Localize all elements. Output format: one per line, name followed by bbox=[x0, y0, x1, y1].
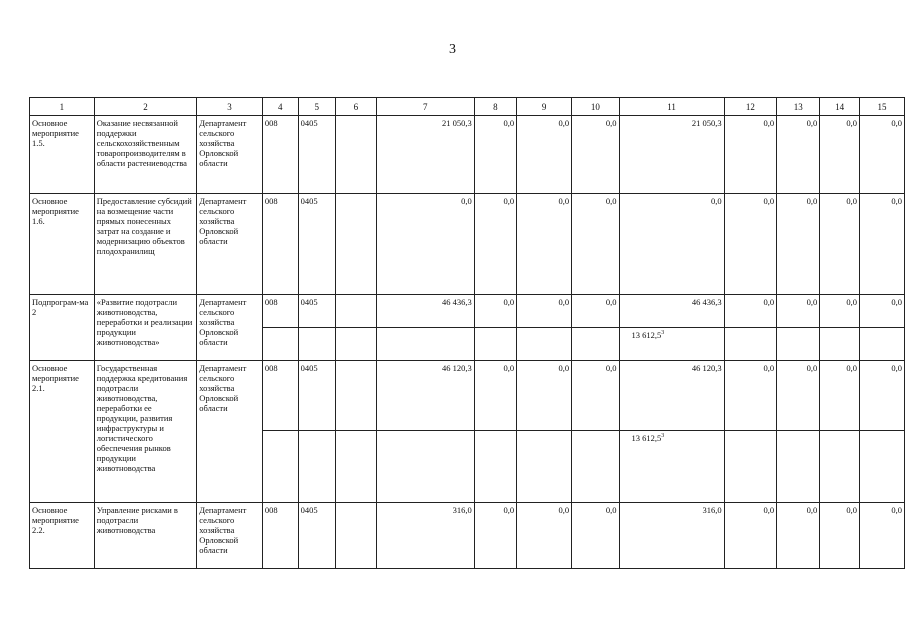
budget-table bbox=[29, 97, 905, 569]
value-cell bbox=[335, 361, 376, 431]
rzpr-cell: 0405 bbox=[298, 295, 335, 328]
column-header: 7 bbox=[376, 98, 474, 116]
column-header: 3 bbox=[197, 98, 263, 116]
status-cell: Основное мероприятие 2.2. bbox=[30, 503, 95, 569]
rzpr-cell: 0405 bbox=[298, 194, 335, 295]
value-cell: 0,0 bbox=[724, 361, 777, 431]
executor-cell: Департамент сельского хозяйства Орловской области bbox=[197, 194, 263, 295]
value-cell: 0,0 bbox=[517, 503, 572, 569]
value-cell: 0,0 bbox=[777, 295, 820, 328]
value-cell: 0,0 bbox=[572, 116, 619, 194]
value-cell: 0,0 bbox=[517, 361, 572, 431]
page-number: 3 bbox=[449, 42, 456, 57]
grbs-cell: 008 bbox=[262, 503, 298, 569]
executor-cell: Департамент сельского хозяйства Орловской области bbox=[197, 361, 263, 503]
column-header: 14 bbox=[820, 98, 860, 116]
value-cell: 0,0 bbox=[724, 503, 777, 569]
table-row bbox=[30, 295, 905, 328]
value-cell: 46 120,3 bbox=[376, 361, 474, 431]
executor-cell: Департамент сельского хозяйства Орловской области bbox=[197, 116, 263, 194]
value-cell: 0,0 bbox=[517, 194, 572, 295]
executor-cell: Департамент сельского хозяйства Орловской области bbox=[197, 503, 263, 569]
value-cell: 0,0 bbox=[474, 503, 516, 569]
table-row bbox=[30, 116, 905, 194]
rzpr-cell: 0405 bbox=[298, 116, 335, 194]
value-cell: 0,0 bbox=[820, 194, 860, 295]
value-cell: 0,0 bbox=[474, 116, 516, 194]
value-cell: 0,0 bbox=[777, 194, 820, 295]
table-row bbox=[30, 194, 905, 295]
value-cell bbox=[335, 503, 376, 569]
footnote-mark: 3 bbox=[661, 433, 665, 440]
name-cell: Управление рисками в подотрасли животноводства bbox=[94, 503, 196, 569]
grbs-cell: 008 bbox=[262, 116, 298, 194]
value-cell bbox=[619, 328, 724, 361]
status-cell: Основное мероприятие 1.5. bbox=[30, 116, 95, 194]
value-cell: 46 436,3 bbox=[376, 295, 474, 328]
value-cell: 46 120,3 bbox=[619, 361, 724, 431]
value-cell: 0,0 bbox=[820, 295, 860, 328]
name-cell: Государственная поддержка кредитования подотрасли животноводства, переработки ее продукции, развития инфраструктуры и логистического обеспечения рынков продукции животноводства bbox=[94, 361, 196, 503]
grbs-cell: 008 bbox=[262, 361, 298, 431]
value-cell: 0,0 bbox=[860, 194, 905, 295]
rzpr-cell: 0405 bbox=[298, 503, 335, 569]
column-header: 1 bbox=[30, 98, 95, 116]
executor-cell: Департамент сельского хозяйства Орловской области bbox=[197, 295, 263, 361]
additional-amount: 13 612,5 bbox=[631, 330, 662, 340]
table-row bbox=[30, 361, 905, 431]
value-cell bbox=[335, 295, 376, 328]
column-header: 4 bbox=[262, 98, 298, 116]
value-cell: 0,0 bbox=[820, 116, 860, 194]
value-cell: 0,0 bbox=[572, 295, 619, 328]
column-header: 13 bbox=[777, 98, 820, 116]
value-cell: 0,0 bbox=[860, 116, 905, 194]
value-cell: 0,0 bbox=[517, 116, 572, 194]
name-cell: Оказание несвязанной поддержки сельскохозяйственным товаропроизводителям в области растениеводства bbox=[94, 116, 196, 194]
value-cell: 0,0 bbox=[517, 295, 572, 328]
column-header: 8 bbox=[474, 98, 516, 116]
value-cell: 0,0 bbox=[474, 194, 516, 295]
value-cell bbox=[335, 194, 376, 295]
grbs-cell: 008 bbox=[262, 295, 298, 328]
column-number-row bbox=[30, 98, 905, 116]
value-cell: 0,0 bbox=[474, 361, 516, 431]
value-cell: 0,0 bbox=[860, 295, 905, 328]
value-cell: 0,0 bbox=[724, 295, 777, 328]
value-cell: 0,0 bbox=[820, 503, 860, 569]
value-cell: 0,0 bbox=[474, 295, 516, 328]
value-cell: 0,0 bbox=[777, 116, 820, 194]
value-cell: 0,0 bbox=[777, 503, 820, 569]
value-cell: 0,0 bbox=[619, 194, 724, 295]
column-header: 5 bbox=[298, 98, 335, 116]
footnote-mark: 3 bbox=[661, 330, 665, 337]
value-cell: 0,0 bbox=[572, 503, 619, 569]
column-header: 10 bbox=[572, 98, 619, 116]
value-cell: 316,0 bbox=[619, 503, 724, 569]
value-cell: 0,0 bbox=[820, 361, 860, 431]
value-cell: 316,0 bbox=[376, 503, 474, 569]
status-cell: Основное мероприятие 2.1. bbox=[30, 361, 95, 503]
value-cell: 0,0 bbox=[777, 361, 820, 431]
name-cell: Предоставление субсидий на возмещение части прямых понесенных затрат на создание и модернизацию объектов плодохранилищ bbox=[94, 194, 196, 295]
value-cell bbox=[335, 116, 376, 194]
table-row bbox=[30, 503, 905, 569]
name-cell: «Развитие подотрасли животноводства, переработки и реализации продукции животноводства» bbox=[94, 295, 196, 361]
value-cell: 0,0 bbox=[860, 361, 905, 431]
value-cell: 0,0 bbox=[724, 194, 777, 295]
value-cell: 46 436,3 bbox=[619, 295, 724, 328]
column-header: 11 bbox=[619, 98, 724, 116]
column-header: 6 bbox=[335, 98, 376, 116]
column-header: 12 bbox=[724, 98, 777, 116]
additional-amount: 13 612,5 bbox=[631, 433, 662, 443]
value-cell: 0,0 bbox=[376, 194, 474, 295]
column-header: 15 bbox=[860, 98, 905, 116]
value-cell: 0,0 bbox=[572, 194, 619, 295]
status-cell: Основное мероприятие 1.6. bbox=[30, 194, 95, 295]
value-cell: 0,0 bbox=[860, 503, 905, 569]
grbs-cell: 008 bbox=[262, 194, 298, 295]
status-cell: Подпрограм-ма 2 bbox=[30, 295, 95, 361]
value-cell: 21 050,3 bbox=[376, 116, 474, 194]
value-cell: 0,0 bbox=[572, 361, 619, 431]
rzpr-cell: 0405 bbox=[298, 361, 335, 431]
value-cell: 0,0 bbox=[724, 116, 777, 194]
column-header: 9 bbox=[517, 98, 572, 116]
value-cell: 21 050,3 bbox=[619, 116, 724, 194]
value-cell bbox=[619, 431, 724, 503]
column-header: 2 bbox=[94, 98, 196, 116]
